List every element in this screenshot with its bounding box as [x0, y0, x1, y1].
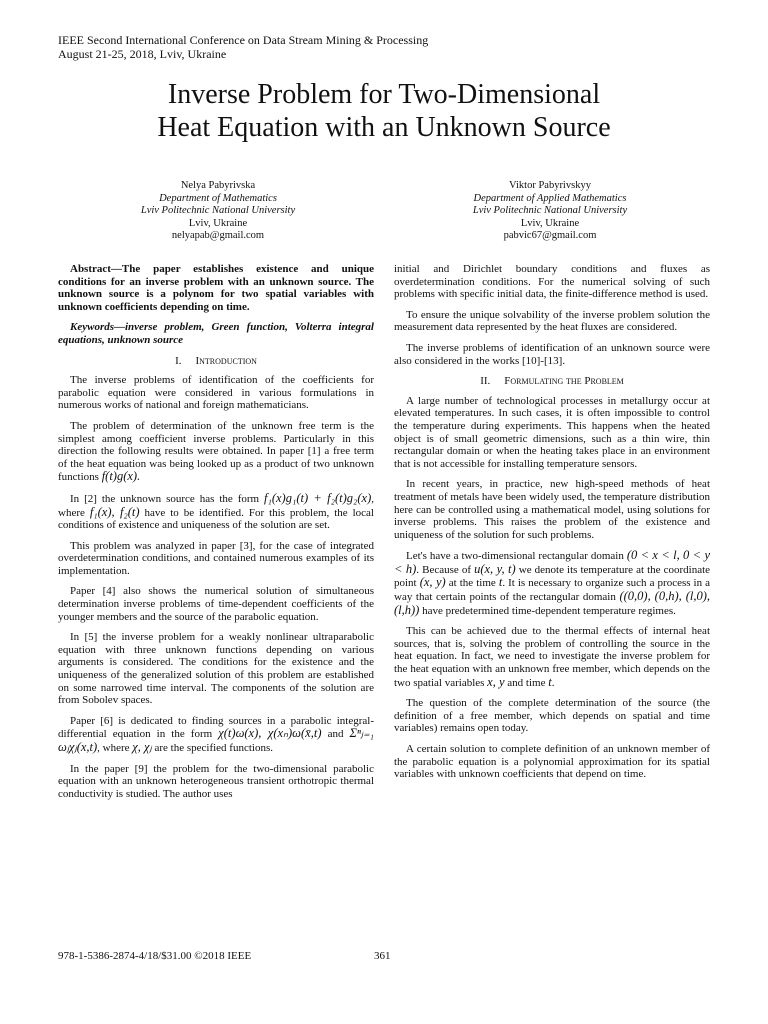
paragraph-text: and time	[507, 676, 546, 689]
math-expression: u(x, y, t)	[474, 561, 516, 576]
paragraph: A large number of technological processes in metallurgy occur at elevated temperatures. In such cases, it is often impossible to control the temperature during experiments. This happens when the heated object is of small geometric dimensions, such as a thin wire, thin rectangular domain or when the heating takes place in an environment that is not accessible for installing temperature sensors.	[394, 394, 710, 470]
paragraph-text: Let's have a two-dimensional rectangular domain	[406, 550, 624, 563]
author-block-1	[88, 180, 348, 243]
paragraph-text: .	[551, 676, 555, 689]
paragraph: The question of the complete determination of the source (the definition of a free member, which depends on spatial and time variables) remains open today.	[394, 697, 710, 735]
paragraph-text: Paper [6] is dedicated to finding sources in a parabolic integral-differential equation in the form	[58, 714, 374, 741]
page-number: 361	[374, 950, 391, 962]
math-expression: t	[498, 575, 503, 590]
author-email: nelyapab@gmail.com	[171, 230, 265, 242]
right-column	[394, 263, 710, 789]
paragraph: In recent years, in practice, new high-speed methods of heat treatment of metals have been widely used, the temperature distribution here can be controlled using a mathematical model, using solutions for inverse problems. This raises the problem of the existence and uniqueness of the solution for such problems.	[394, 478, 710, 541]
math-expression: (0 < x < l, 0 < y < h)	[394, 548, 711, 576]
paragraph: The inverse problems of identification of an unknown source were also considered in the works [10]-[13].	[394, 341, 710, 367]
author-university: Lviv Politechnic National University	[472, 205, 628, 217]
author-department: Department of Mathematics	[159, 192, 277, 204]
math-expression: χ(t)ω(x), χ(xₙ)ω(x̄,t)	[218, 726, 322, 741]
paragraph-text: , where	[97, 742, 130, 754]
paragraph-text: . Because of	[416, 563, 471, 576]
paragraph-text: , where	[58, 492, 375, 519]
paragraph-text: . It is necessary to organize such a process in a way that certain points of the rectangular domain	[394, 577, 711, 604]
left-column	[58, 263, 374, 808]
paragraph: To ensure the unique solvability of the inverse problem solution the measurement data represented by the heat fluxes are considered.	[394, 308, 710, 334]
math-expression: ((0,0), (0,h), (l,0), (l,h))	[394, 589, 710, 617]
conference-header	[58, 33, 428, 61]
section-number: II.	[480, 375, 491, 388]
paragraph-text: and	[327, 728, 344, 741]
math-expression: x, y	[487, 674, 505, 689]
paragraph-text: have to be identified. For this problem, the local conditions of existence and uniqueness of the solution are set.	[58, 506, 374, 532]
paper-title	[0, 78, 768, 144]
paragraph	[58, 492, 374, 532]
paragraph-text: In [2] the unknown source has the form	[70, 492, 260, 505]
paragraph: Paper [4] also shows the numerical solution of simultaneous determination inverse problems of time-dependent coefficients of the younger members and the source of the parabolic equation.	[58, 585, 374, 623]
paragraph: The inverse problems of identification of the coefficients for parabolic equation were considered in various formulations in numerous works of national and foreign mathematicians.	[58, 374, 374, 412]
author-location: Lviv, Ukraine	[520, 217, 580, 229]
title-line-1: Inverse Problem for Two-Dimensional	[167, 79, 601, 110]
section-heading-formulating	[394, 375, 710, 388]
math-expression: χ, χⱼ	[132, 740, 152, 754]
math-expression: f(t)g(x).	[101, 469, 141, 484]
section-heading-introduction	[58, 355, 374, 368]
author-email: pabvic67@gmail.com	[503, 230, 597, 242]
paragraph: In [5] the inverse problem for a weakly nonlinear ultraparabolic equation with three unknown functions depending on various arguments is considered. The conditions for the existence and the uniqueness of the generalized solution of this problem are established on some narrowed time interval. The components of the solution are from Sobolev spaces.	[58, 631, 374, 707]
section-title: Introduction	[195, 354, 257, 367]
paragraph	[394, 549, 710, 617]
conference-name: IEEE Second International Conference on Data Stream Mining & Processing	[58, 33, 429, 47]
conference-date: August 21-25, 2018, Lviv, Ukraine	[58, 47, 227, 61]
paragraph: This problem was analyzed in paper [3], for the case of integrated overdetermination conditions, and contained numerous examples of its implementation.	[58, 539, 374, 577]
footer-isbn: 978-1-5386-2874-4/18/$31.00 ©2018 IEEE	[58, 950, 252, 962]
math-expression: f₁(x), f₂(t)	[89, 504, 140, 519]
author-name: Nelya Pabyrivska	[180, 180, 256, 191]
math-expression: Σⁿⱼ₌₁ ωⱼχⱼ(x,t)	[58, 726, 375, 754]
keywords: Keywords—inverse problem, Green function, Volterra integral equations, unknown source	[58, 321, 374, 346]
paragraph: A certain solution to complete definition of an unknown member of the parabolic equation is a polynomial approximation for its spatial variables with unknown coefficients that depend on time.	[394, 743, 710, 781]
abstract: Abstract—The paper establishes existence and unique conditions for an inverse problem with an unknown source. The unknown source is a polynom for two spatial variables with unknown coefficients depending on time.	[58, 263, 374, 313]
paragraph-text: The problem of determination of the unknown free term is the simplest among coefficient inverse problems. Particularly in this direction the following results were obtained. In paper [1] a free term of the heat equation was being looked up as a product of two unknown functions	[58, 419, 374, 484]
paragraph	[394, 625, 710, 689]
paragraph: initial and Dirichlet boundary conditions and fluxes as overdetermination conditions. For the numerical solving of such problems with specific initial data, the finite-difference method is used.	[394, 263, 710, 301]
author-name: Viktor Pabyrivskyy	[509, 180, 591, 191]
author-location: Lviv, Ukraine	[188, 217, 248, 229]
paragraph	[58, 420, 374, 484]
paragraph-text: This can be achieved due to the thermal effects of internal heat sources, that is, solving the problem of controlling the source in the heat equation. In fact, we need to investigate the inverse problem for the heat equation with an unknown free member, which depends on the two spatial variables	[394, 625, 710, 689]
math-expression: (x, y)	[419, 575, 446, 590]
section-title: Formulating the Problem	[504, 375, 624, 388]
section-number: I.	[175, 354, 182, 367]
author-department: Department of Applied Mathematics	[473, 192, 627, 204]
paragraph: In the paper [9] the problem for the two-dimensional parabolic equation with an unknown heterogeneous transient orthotropic thermal conductivity is studied. The author uses	[58, 762, 374, 800]
math-expression: f₁(x)g₁(t) + f₂(t)g₂(x)	[264, 490, 372, 505]
author-university: Lviv Politechnic National University	[140, 205, 296, 217]
math-expression: t	[548, 674, 552, 689]
title-line-2: Heat Equation with an Unknown Source	[157, 112, 611, 143]
paragraph-text: we denote its temperature at the coordinate point	[394, 563, 711, 590]
author-block-2	[420, 180, 680, 243]
paragraph-text: have predetermined time-dependent temperature regimes.	[422, 604, 676, 617]
paragraph-text: are the specified functions.	[154, 742, 273, 754]
paragraph-text: at the time	[448, 577, 496, 590]
paragraph	[58, 715, 374, 755]
